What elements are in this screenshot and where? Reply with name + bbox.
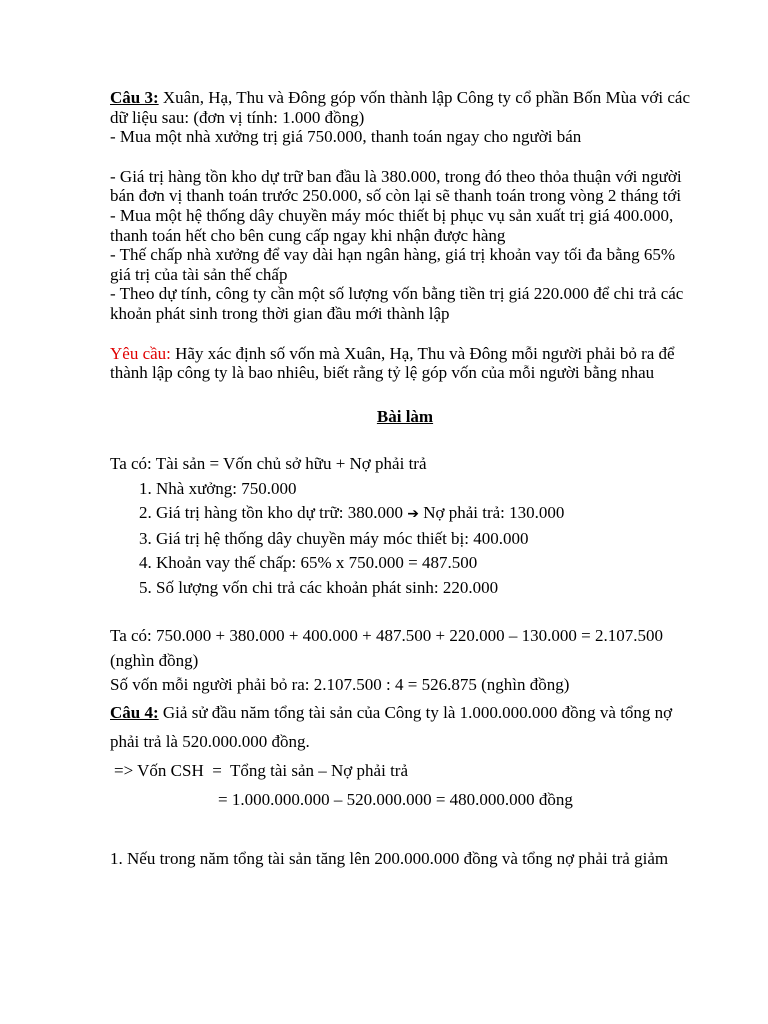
list-item: 5. Số lượng vốn chi trả các khoản phát sinh: 220.000	[156, 576, 700, 601]
q4-label: Câu 4:	[110, 702, 159, 722]
list-item: 3. Giá trị hệ thống dây chuyền máy móc thiết bị: 400.000	[156, 527, 700, 552]
q4-equation-2: = 1.000.000.000 – 520.000.000 = 480.000.000 đồng	[218, 789, 573, 809]
q4-equation-1: => Vốn CSH = Tổng tài sản – Nợ phải trả	[114, 760, 408, 780]
q3-line-3: - Mua một hệ thống dây chuyền máy móc thiết bị phục vụ sản xuất trị giá 400.000, thanh toán hết cho bên cung cấp ngay khi nhận được hàng	[110, 205, 674, 245]
solution-list	[110, 477, 700, 601]
q3-label: Câu 3:	[110, 88, 159, 107]
list-item: 2. Giá trị hàng tồn kho dự trữ: 380.000 ➔ Nợ phải trả: 130.000	[156, 501, 700, 527]
solution-heading: Bài làm	[376, 406, 434, 426]
q3-line-2: - Giá trị hàng tồn kho dự trữ ban đầu là 380.000, trong đó theo thỏa thuận với người bán đơn vị thanh toán trước 250.000, số còn lại sẽ thanh toán trong vòng 2 tháng tới	[110, 166, 682, 206]
solution-calc: Ta có: 750.000 + 380.000 + 400.000 + 487.500 + 220.000 – 130.000 = 2.107.500 (nghìn đồng)	[110, 626, 663, 670]
requirement-label: Yêu cầu:	[110, 343, 171, 363]
q4-text: Giả sử đầu năm tổng tài sản của Công ty là 1.000.000.000 đồng và tổng nợ phải trả là 520.000.000 đồng.	[110, 702, 673, 751]
q3-line-5: - Theo dự tính, công ty cần một số lượng vốn bằng tiền trị giá 220.000 để chi trả các khoản phát sinh trong thời gian đầu mới thành lập	[110, 284, 684, 323]
document-page	[110, 88, 700, 873]
list-item: 1. Nhà xưởng: 750.000	[156, 477, 700, 502]
solution-per-person: Số vốn mỗi người phải bỏ ra: 2.107.500 : 4 = 526.875 (nghìn đồng)	[110, 675, 570, 695]
requirement-text: Hãy xác định số vốn mà Xuân, Hạ, Thu và Đông mỗi người phải bỏ ra để thành lập công ty là bao nhiêu, biết rằng tỷ lệ góp vốn của mỗi người bằng nhau	[110, 343, 675, 383]
q3-line-1: - Mua một nhà xưởng trị giá 750.000, thanh toán ngay cho người bán	[110, 127, 582, 147]
q4-paragraph	[110, 698, 700, 756]
q3-intro: Xuân, Hạ, Thu và Đông góp vốn thành lập Công ty cổ phần Bốn Mùa với các dữ liệu sau: (đơn vị tính: 1.000 đồng)	[110, 88, 690, 127]
arrow-right-icon: ➔	[407, 506, 419, 523]
solution-formula: Ta có: Tài sản = Vốn chủ sở hữu + Nợ phải trả	[110, 454, 427, 474]
q3-paragraph	[110, 88, 700, 127]
requirement-paragraph	[110, 344, 700, 383]
list-item: 4. Khoản vay thế chấp: 65% x 750.000 = 487.500	[156, 551, 700, 576]
q3-line-4: - Thế chấp nhà xưởng để vay dài hạn ngân hàng, giá trị khoản vay tối đa bằng 65% giá trị của tài sản thế chấp	[110, 245, 676, 284]
q4-point-1: 1. Nếu trong năm tổng tài sản tăng lên 200.000.000 đồng và tổng nợ phải trả giảm	[110, 848, 669, 868]
